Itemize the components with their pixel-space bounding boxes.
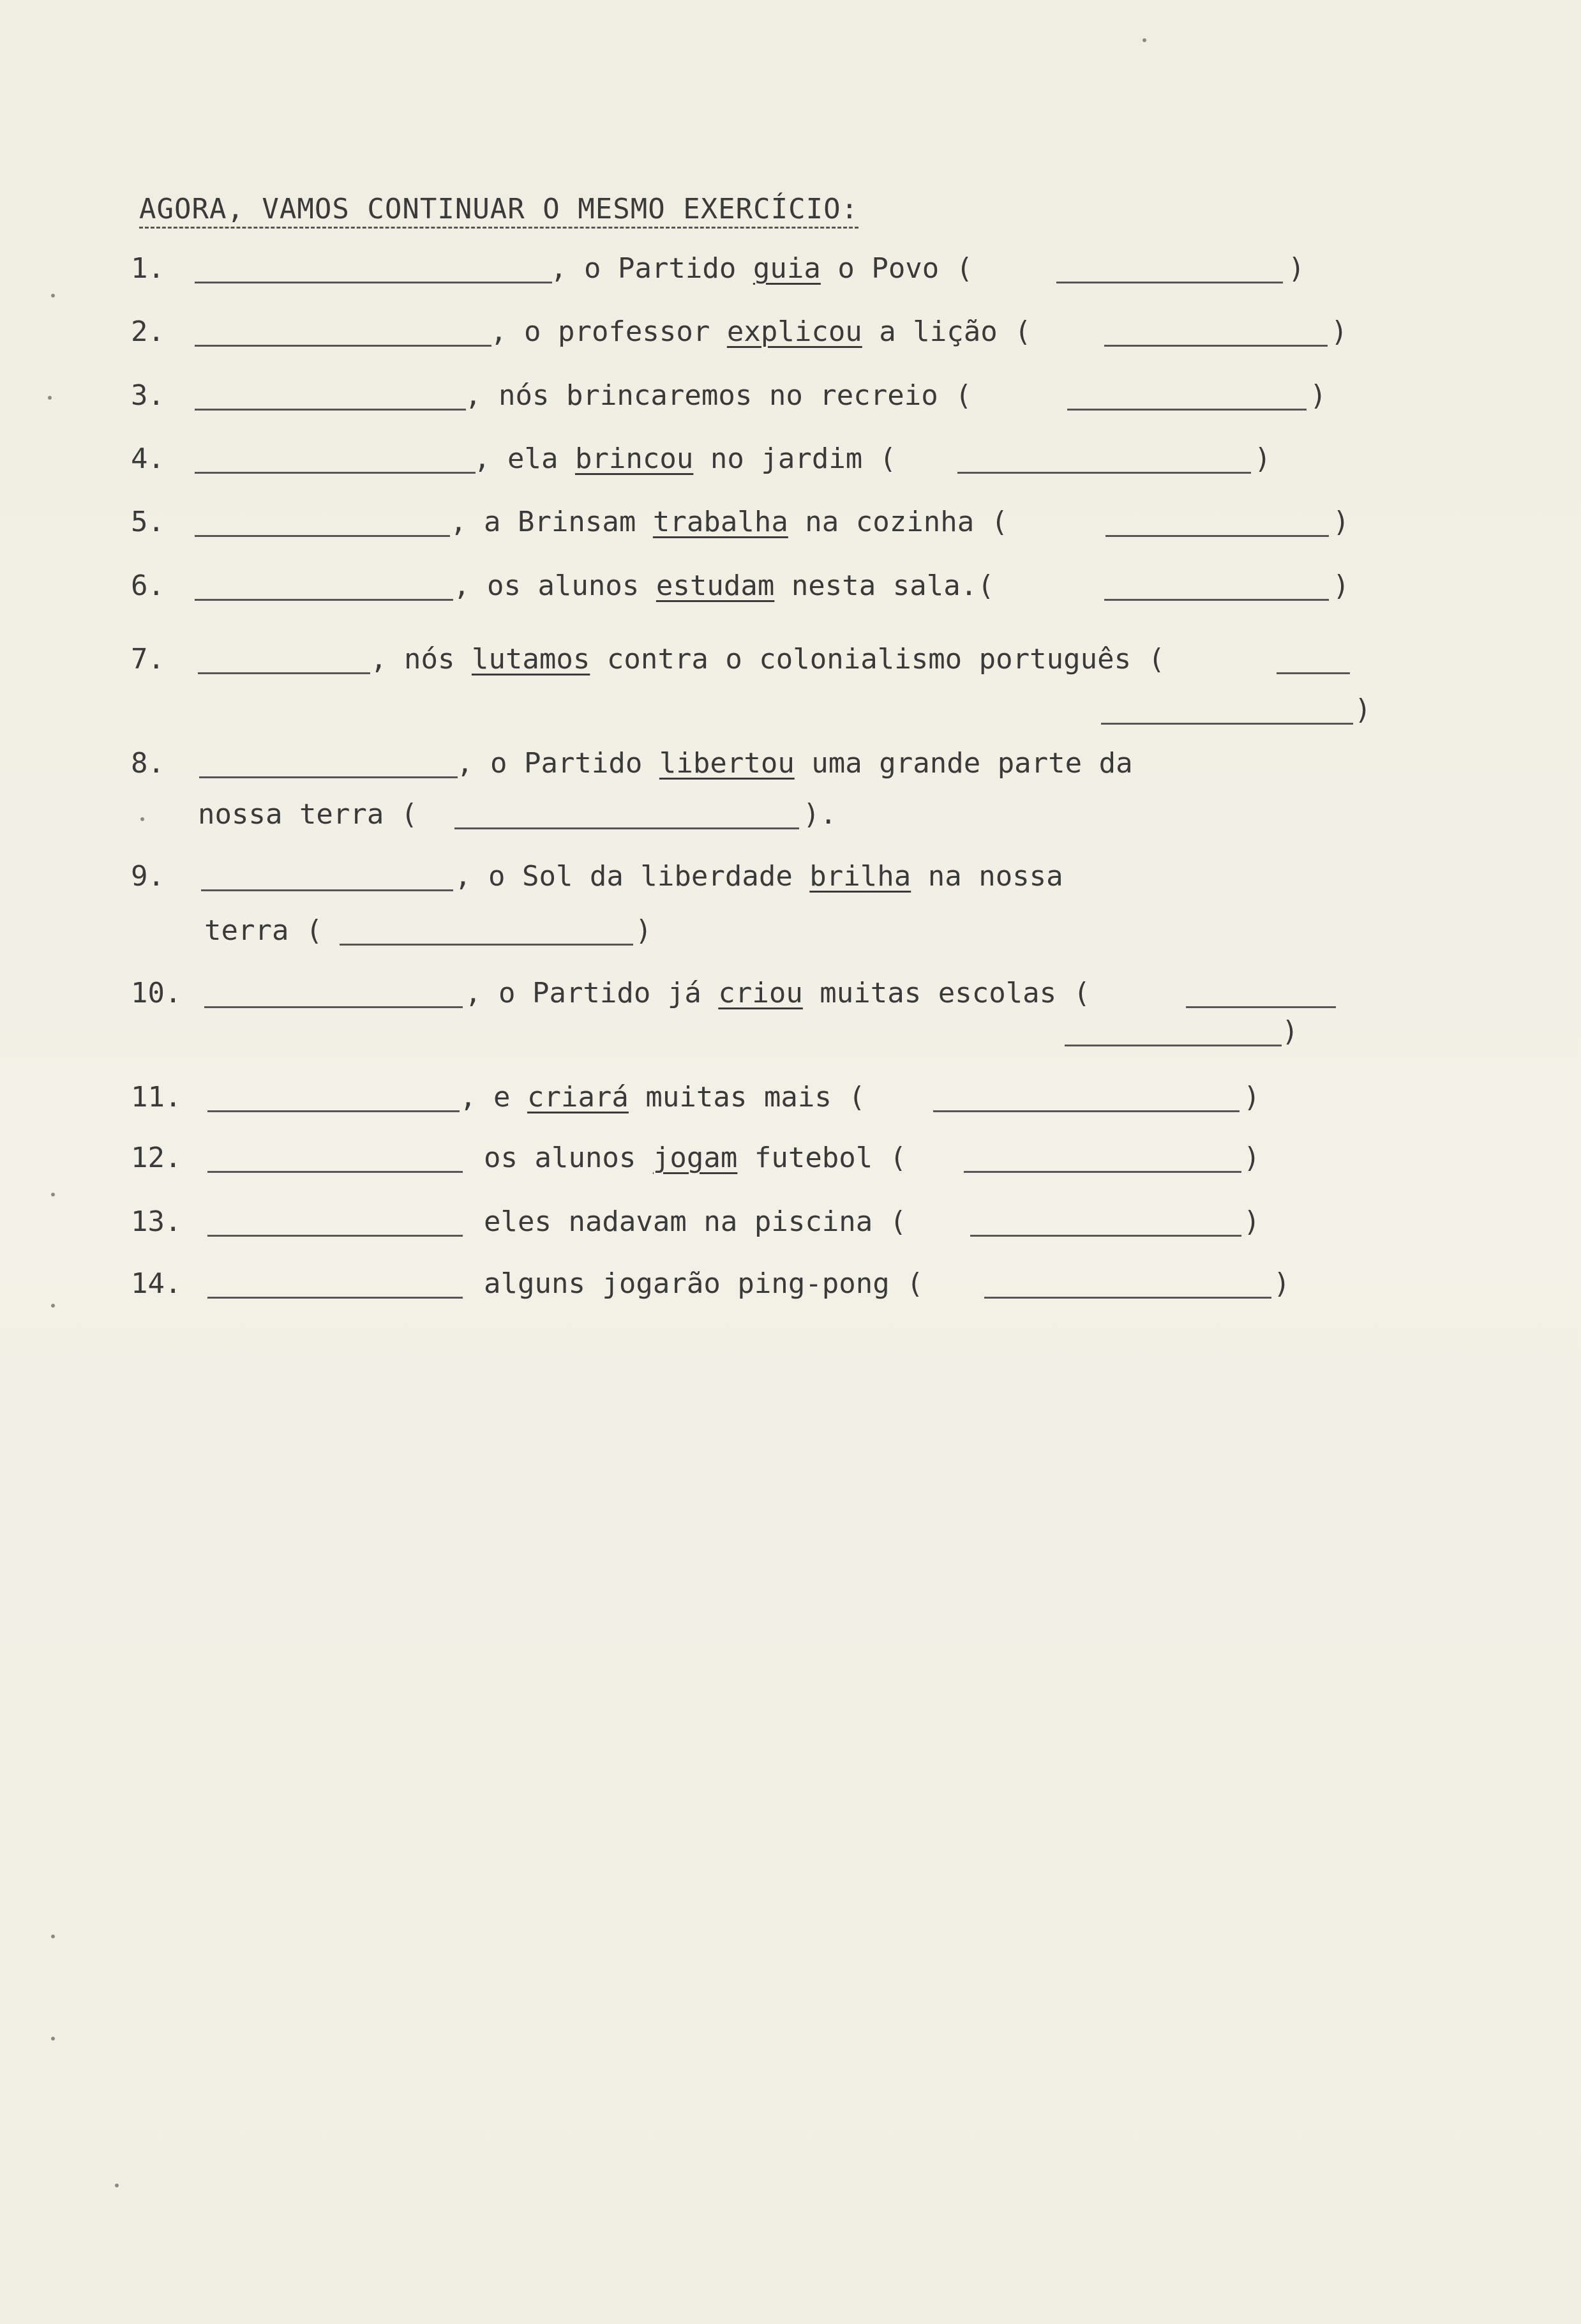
sentence-text: , o Partido já criou muitas escolas ( [465, 977, 1091, 1009]
close-paren: ) [1333, 506, 1350, 538]
answer-blank[interactable] [1101, 723, 1353, 725]
sentence-text: ). [803, 798, 837, 831]
paper-speck [51, 1193, 55, 1196]
paper-speck [140, 817, 144, 821]
item-number: 14. [131, 1267, 182, 1300]
answer-blank[interactable] [207, 1235, 463, 1237]
answer-blank[interactable] [1067, 409, 1307, 411]
close-paren: ) [1243, 1205, 1261, 1238]
item-number: 1. [131, 252, 165, 285]
sentence-text: alguns jogarão ping-pong ( [484, 1267, 924, 1300]
sentence-text: , o professor explicou a lição ( [490, 315, 1031, 348]
answer-blank[interactable] [195, 535, 450, 537]
answer-blank[interactable] [1104, 599, 1329, 601]
answer-blank[interactable] [204, 1006, 463, 1008]
answer-blank[interactable] [195, 282, 552, 283]
sentence-text: , a Brinsam trabalha na cozinha ( [450, 506, 1008, 538]
sentence-text: terra ( [204, 914, 323, 947]
answer-blank[interactable] [195, 472, 476, 474]
answer-blank[interactable] [340, 944, 633, 946]
answer-blank[interactable] [199, 776, 458, 778]
paper-speck [115, 2184, 119, 2187]
underlined-verb: explicou [726, 315, 862, 348]
sentence-text: eles nadavam na piscina ( [484, 1205, 907, 1238]
paper-speck [51, 2037, 55, 2041]
sentence-text: , o Partido libertou uma grande parte da [456, 747, 1133, 780]
underlined-verb: brilha [809, 860, 911, 893]
item-number: 7. [131, 643, 165, 675]
item-number: 6. [131, 570, 165, 602]
close-paren: ) [1333, 570, 1350, 602]
close-paren: ) [1243, 1081, 1261, 1113]
sentence-text: , nós brincaremos no recreio ( [465, 379, 972, 412]
answer-blank[interactable] [207, 1171, 463, 1173]
sentence-text: , nós lutamos contra o colonialismo português ( [370, 643, 1165, 675]
underlined-verb: libertou [659, 747, 795, 780]
close-paren: ) [1243, 1142, 1261, 1174]
paper-speck [51, 1935, 55, 1938]
item-number: 5. [131, 506, 165, 538]
underlined-verb: criará [527, 1081, 629, 1113]
answer-blank[interactable] [957, 472, 1251, 474]
paper-speck [48, 396, 52, 400]
answer-blank[interactable] [1186, 1006, 1336, 1008]
answer-blank[interactable] [201, 889, 453, 891]
sentence-text: nossa terra ( [198, 798, 418, 831]
paper-speck [1143, 38, 1146, 42]
sentence-text: , o Partido guia o Povo ( [550, 252, 973, 285]
answer-blank[interactable] [984, 1297, 1271, 1299]
answer-blank[interactable] [933, 1110, 1240, 1112]
item-number: 13. [131, 1205, 182, 1238]
paper-speck [51, 1304, 55, 1308]
underlined-verb: criou [718, 977, 803, 1009]
close-paren: ) [1282, 1015, 1299, 1048]
underlined-verb: trabalha [652, 506, 788, 538]
item-number: 10. [131, 977, 182, 1009]
answer-blank[interactable] [1105, 535, 1329, 537]
sentence-text: os alunos jogam futebol ( [484, 1142, 907, 1174]
close-paren: ) [1354, 693, 1372, 726]
sentence-text: , ela brincou no jardim ( [474, 442, 897, 475]
close-paren: ) [1331, 315, 1348, 348]
item-number: 8. [131, 747, 165, 780]
item-number: 4. [131, 442, 165, 475]
answer-blank[interactable] [964, 1171, 1241, 1173]
item-number: 12. [131, 1142, 182, 1174]
answer-blank[interactable] [195, 599, 453, 601]
answer-blank[interactable] [207, 1110, 460, 1112]
answer-blank[interactable] [970, 1235, 1241, 1237]
sentence-text: , o Sol da liberdade brilha na nossa [454, 860, 1063, 893]
paper-speck [51, 294, 55, 298]
item-number: 3. [131, 379, 165, 412]
underlined-verb: jogam [652, 1142, 738, 1174]
underlined-verb: lutamos [471, 643, 590, 675]
sentence-text: , e criará muitas mais ( [460, 1081, 865, 1113]
answer-blank[interactable] [195, 345, 491, 347]
close-paren: ) [1288, 252, 1305, 285]
answer-blank[interactable] [207, 1297, 463, 1299]
answer-blank[interactable] [198, 672, 370, 674]
answer-blank[interactable] [1277, 672, 1350, 674]
sentence-text: , os alunos estudam nesta sala.( [453, 570, 994, 602]
close-paren: ) [1273, 1267, 1291, 1300]
item-number: 2. [131, 315, 165, 348]
answer-blank[interactable] [1065, 1045, 1282, 1046]
close-paren: ) [1254, 442, 1271, 475]
exercise-heading: AGORA, VAMOS CONTINUAR O MESMO EXERCÍCIO: [139, 193, 858, 229]
underlined-verb: brincou [574, 442, 694, 475]
answer-blank[interactable] [195, 409, 466, 411]
answer-blank[interactable] [454, 827, 799, 829]
underlined-verb: guia [753, 252, 821, 285]
item-number: 11. [131, 1081, 182, 1113]
close-paren: ) [1310, 379, 1327, 412]
answer-blank[interactable] [1104, 345, 1328, 347]
item-number: 9. [131, 860, 165, 893]
sentence-text: ) [635, 914, 652, 947]
underlined-verb: estudam [656, 570, 775, 602]
answer-blank[interactable] [1056, 282, 1283, 283]
